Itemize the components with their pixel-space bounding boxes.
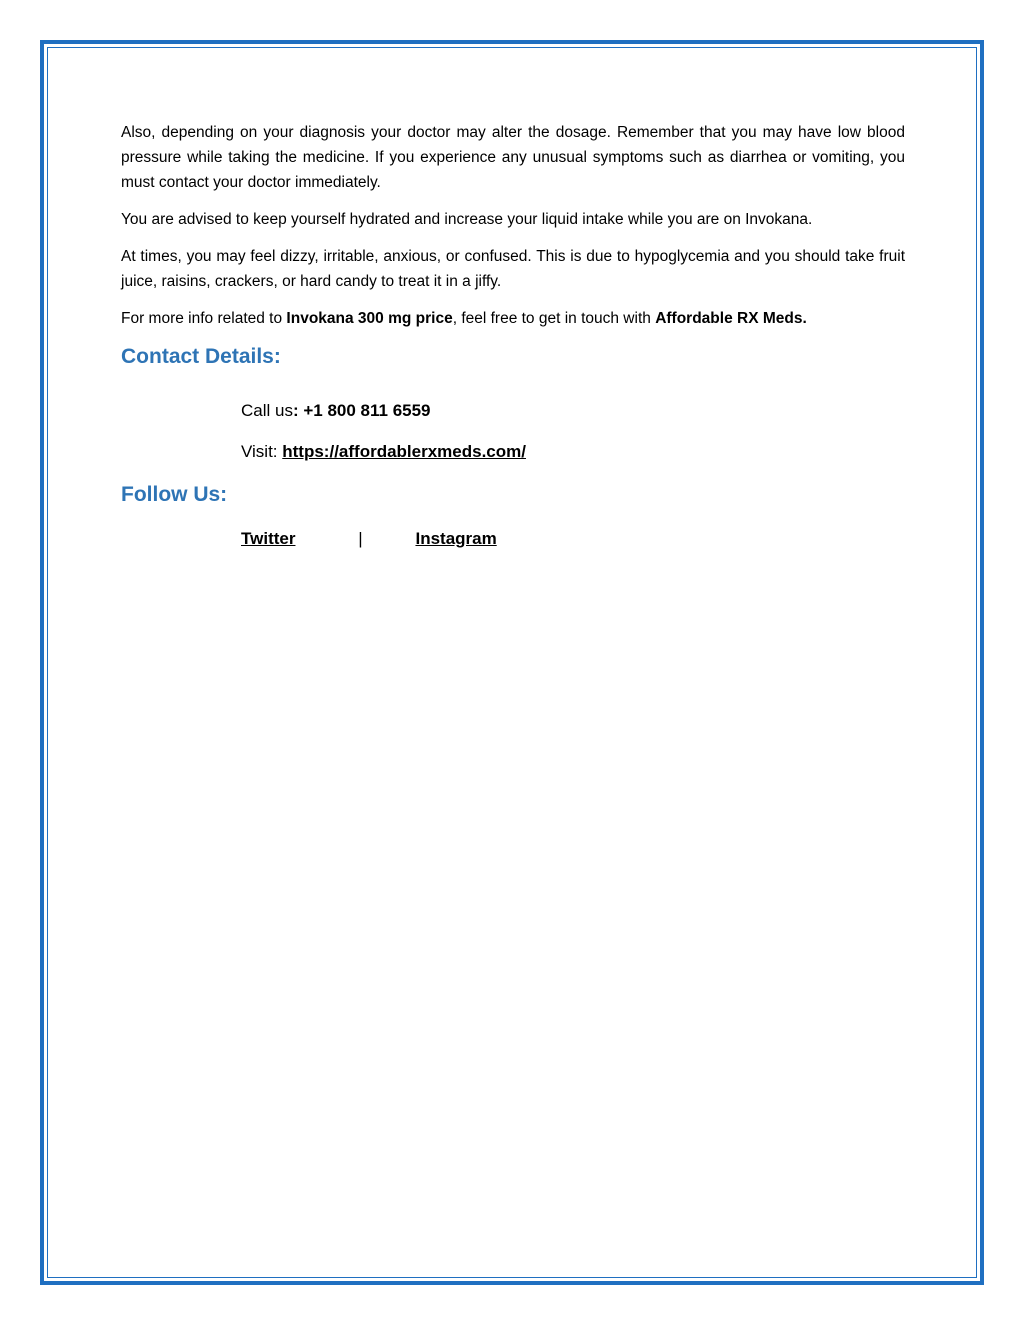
more-info-product: Invokana 300 mg price <box>286 310 453 327</box>
paragraph-hydration: You are advised to keep yourself hydrated and increase your liquid intake while you are on Invokana. <box>121 211 813 228</box>
contact-details-heading: Contact Details: <box>121 345 281 368</box>
paragraph-more-info <box>121 306 905 331</box>
paragraph-hypoglycemia: At times, you may feel dizzy, irritable, anxious, or confused. This is due to hypoglycemia and you should take fruit juice, raisins, crackers, or hard candy to treat it in a jiffy. <box>121 248 905 290</box>
page-content <box>121 120 905 551</box>
call-number: : +1 800 811 6559 <box>292 401 431 420</box>
twitter-link[interactable]: Twitter <box>241 529 296 548</box>
visit-label: Visit: <box>241 442 283 461</box>
contact-block <box>241 399 905 464</box>
website-link[interactable]: https://affordablerxmeds.com/ <box>282 442 526 461</box>
more-info-middle: , feel free to get in touch with <box>452 310 656 327</box>
visit-line <box>241 440 905 464</box>
instagram-link[interactable]: Instagram <box>415 529 497 548</box>
more-info-prefix: For more info related to <box>121 310 287 327</box>
call-line <box>241 399 905 423</box>
call-label: Call us <box>241 401 293 420</box>
social-links <box>241 527 905 551</box>
paragraph-dosage: Also, depending on your diagnosis your doctor may alter the dosage. Remember that you may have low blood pressure while taking the medicine. If you experience any unusual symptoms such as diarrhea or vomiting, you must contact your doctor immediately. <box>121 124 905 191</box>
follow-us-heading: Follow Us: <box>121 483 228 506</box>
more-info-company: Affordable RX Meds. <box>655 310 807 327</box>
social-separator: | <box>358 529 363 548</box>
